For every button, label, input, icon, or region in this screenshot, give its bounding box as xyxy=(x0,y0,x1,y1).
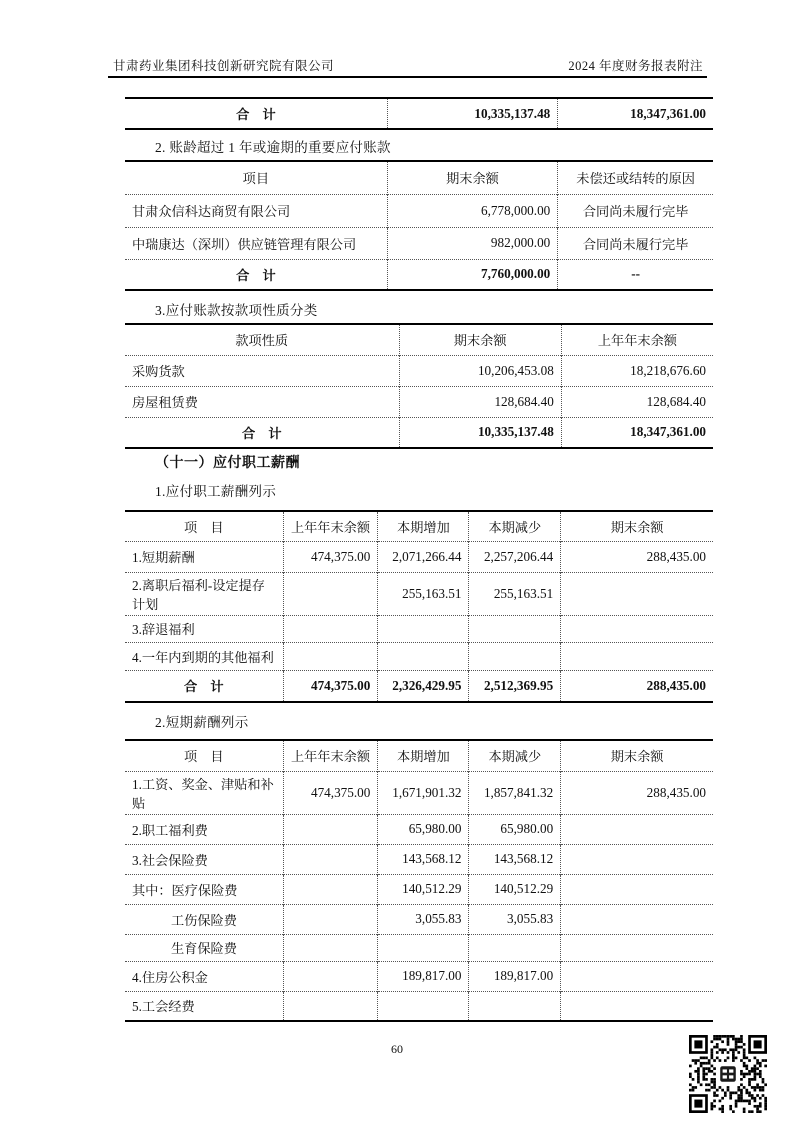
table-row xyxy=(125,670,713,702)
cell: 255,163.51 xyxy=(378,572,469,615)
cell xyxy=(283,874,378,904)
cell: 18,347,361.00 xyxy=(561,417,713,448)
section11-title: （十一）应付职工薪酬 xyxy=(155,456,300,471)
table-row xyxy=(125,642,713,670)
header-cell: 款项性质 xyxy=(235,333,289,349)
cell: 5.工会经费 xyxy=(125,991,283,1021)
cell: 65,980.00 xyxy=(378,814,469,844)
cell: 7,760,000.00 xyxy=(387,259,558,290)
header-cell: 上年年末余额 xyxy=(283,511,378,541)
header-cell: 期末余额 xyxy=(399,324,561,355)
cell xyxy=(378,615,469,642)
page-number: 60 xyxy=(391,1042,403,1056)
header-cell: 本期减少 xyxy=(469,511,561,541)
cell xyxy=(469,991,561,1021)
header-cell: 项 目 xyxy=(184,749,224,765)
cell: 189,817.00 xyxy=(378,961,469,991)
table-short-term-payroll xyxy=(125,739,713,1022)
cell: 143,568.12 xyxy=(469,844,561,874)
cell: 中瑞康达（深圳）供应链管理有限公司 xyxy=(125,227,387,259)
table-row xyxy=(125,874,713,904)
table-row xyxy=(125,259,713,290)
financial-table xyxy=(125,739,713,1022)
cell: 1,857,841.32 xyxy=(469,771,561,814)
table-header-row xyxy=(125,324,713,355)
cell: 189,817.00 xyxy=(469,961,561,991)
cell: 生育保险费 xyxy=(125,934,283,961)
cell: 2,257,206.44 xyxy=(469,541,561,572)
cell xyxy=(283,844,378,874)
cell: 6,778,000.00 xyxy=(387,194,558,227)
cell: 合同尚未履行完毕 xyxy=(558,194,713,227)
financial-table xyxy=(125,160,713,291)
header-cell: 期末余额 xyxy=(561,511,713,541)
cell: 合 计 xyxy=(125,417,399,448)
cell: 10,335,137.48 xyxy=(399,417,561,448)
table-row xyxy=(125,991,713,1021)
cell xyxy=(561,874,713,904)
cell xyxy=(283,991,378,1021)
table-row xyxy=(125,98,713,129)
table-row xyxy=(125,904,713,934)
qr-code-icon xyxy=(689,1035,767,1113)
header-cell: 上年年末余额 xyxy=(561,324,713,355)
table-payroll-payable xyxy=(125,510,713,703)
cell: 140,512.29 xyxy=(378,874,469,904)
financial-table xyxy=(125,323,713,449)
cell: 3,055.83 xyxy=(469,904,561,934)
cell: 982,000.00 xyxy=(387,227,558,259)
header-cell: 本期减少 xyxy=(469,740,561,771)
cell: 288,435.00 xyxy=(561,670,713,702)
cell xyxy=(561,904,713,934)
cell: 房屋租赁费 xyxy=(125,386,399,417)
table-row xyxy=(125,227,713,259)
table-row xyxy=(125,615,713,642)
financial-table xyxy=(125,510,713,703)
cell: 143,568.12 xyxy=(378,844,469,874)
cell xyxy=(561,642,713,670)
table-row xyxy=(125,961,713,991)
cell: 3,055.83 xyxy=(378,904,469,934)
sub2-label: 2.短期薪酬列示 xyxy=(155,715,249,730)
cell: -- xyxy=(558,259,713,290)
cell: 合同尚未履行完毕 xyxy=(558,227,713,259)
cell xyxy=(378,991,469,1021)
table-row xyxy=(125,934,713,961)
cell xyxy=(469,934,561,961)
header-report-title: 2024 年度财务报表附注 xyxy=(568,59,703,73)
table-row xyxy=(125,417,713,448)
table-row xyxy=(125,572,713,615)
cell xyxy=(283,961,378,991)
note2-label: 2. 账龄超过 1 年或逾期的重要应付账款 xyxy=(155,140,391,155)
cell xyxy=(283,934,378,961)
cell: 2,512,369.95 xyxy=(469,670,561,702)
cell xyxy=(561,961,713,991)
sub1-label: 1.应付职工薪酬列示 xyxy=(155,484,277,499)
cell xyxy=(283,642,378,670)
table-row xyxy=(125,814,713,844)
cell: 288,435.00 xyxy=(561,541,713,572)
header-cell: 未偿还或结转的原因 xyxy=(558,161,713,194)
cell: 18,218,676.60 xyxy=(561,355,713,386)
cell: 4.住房公积金 xyxy=(125,961,283,991)
cell xyxy=(283,572,378,615)
cell: 474,375.00 xyxy=(283,541,378,572)
cell: 474,375.00 xyxy=(283,771,378,814)
table-header-row xyxy=(125,511,713,541)
header-cell: 上年年末余额 xyxy=(283,740,378,771)
cell xyxy=(561,934,713,961)
table-overdue-payables xyxy=(125,160,713,291)
cell xyxy=(561,844,713,874)
header-rule xyxy=(108,76,707,78)
cell: 2,071,266.44 xyxy=(378,541,469,572)
table-row xyxy=(125,194,713,227)
cell: 255,163.51 xyxy=(469,572,561,615)
financial-table xyxy=(125,97,713,130)
cell: 2.职工福利费 xyxy=(125,814,283,844)
cell xyxy=(469,642,561,670)
cell: 18,347,361.00 xyxy=(558,98,713,129)
cell xyxy=(378,934,469,961)
header-cell: 期末余额 xyxy=(561,740,713,771)
note3-label: 3.应付账款按款项性质分类 xyxy=(155,303,318,318)
cell xyxy=(283,814,378,844)
cell xyxy=(469,615,561,642)
table-row xyxy=(125,771,713,814)
cell: 10,206,453.08 xyxy=(399,355,561,386)
header-cell: 本期增加 xyxy=(378,740,469,771)
cell: 10,335,137.48 xyxy=(387,98,558,129)
cell xyxy=(561,572,713,615)
cell: 474,375.00 xyxy=(283,670,378,702)
cell: 合 计 xyxy=(125,670,283,702)
table-header-row xyxy=(125,740,713,771)
cell: 288,435.00 xyxy=(561,771,713,814)
cell xyxy=(561,814,713,844)
cell: 合 计 xyxy=(236,107,276,122)
header-cell: 项 目 xyxy=(184,519,224,535)
cell: 3.辞退福利 xyxy=(125,615,283,642)
table-row xyxy=(125,844,713,874)
cell: 采购货款 xyxy=(125,355,399,386)
cell: 140,512.29 xyxy=(469,874,561,904)
header-cell: 期末余额 xyxy=(387,161,558,194)
cell: 1,671,901.32 xyxy=(378,771,469,814)
cell: 128,684.40 xyxy=(399,386,561,417)
table-row xyxy=(125,541,713,572)
cell: 合 计 xyxy=(125,259,387,290)
table-total-carryover xyxy=(125,97,713,130)
cell xyxy=(561,991,713,1021)
cell xyxy=(378,642,469,670)
table-header-row xyxy=(125,161,713,194)
cell: 65,980.00 xyxy=(469,814,561,844)
cell xyxy=(561,615,713,642)
cell: 2.离职后福利-设定提存计划 xyxy=(125,572,283,615)
table-row xyxy=(125,355,713,386)
cell: 1.工资、奖金、津贴和补贴 xyxy=(125,771,283,814)
cell: 4.一年内到期的其他福利 xyxy=(125,642,283,670)
header-cell: 项目 xyxy=(242,171,270,187)
cell: 其中：医疗保险费 xyxy=(125,874,283,904)
table-row xyxy=(125,386,713,417)
header-company-name: 甘肃药业集团科技创新研究院有限公司 xyxy=(113,59,335,73)
header-cell: 本期增加 xyxy=(378,511,469,541)
cell: 2,326,429.95 xyxy=(378,670,469,702)
table-payables-by-nature xyxy=(125,323,713,449)
cell xyxy=(283,615,378,642)
cell: 工伤保险费 xyxy=(125,904,283,934)
cell: 1.短期薪酬 xyxy=(125,541,283,572)
cell: 3.社会保险费 xyxy=(125,844,283,874)
cell: 128,684.40 xyxy=(561,386,713,417)
cell xyxy=(283,904,378,934)
cell: 甘肃众信科达商贸有限公司 xyxy=(125,194,387,227)
